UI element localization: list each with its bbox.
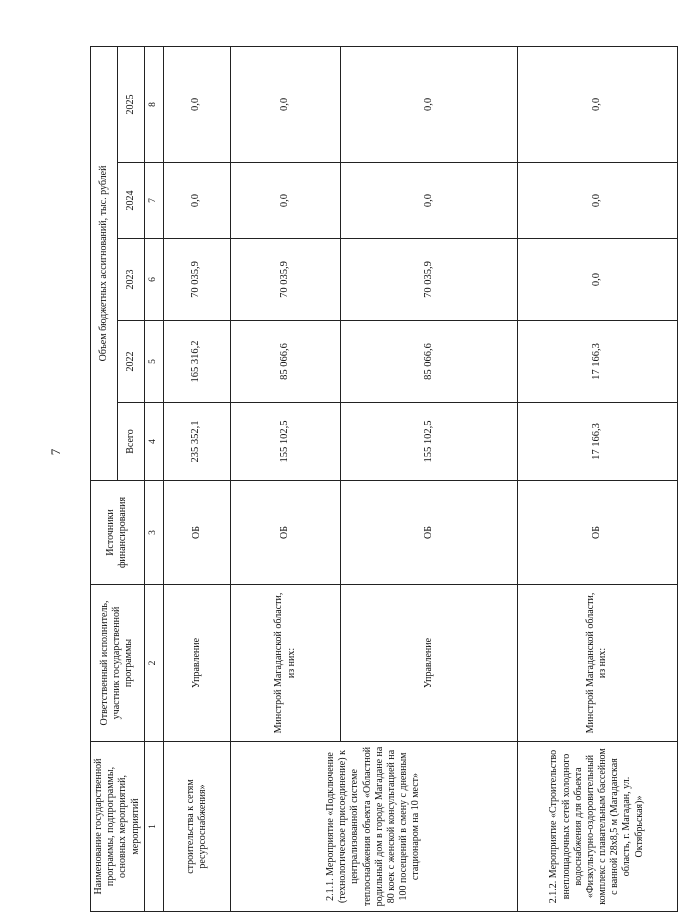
row-2022: 85 066,6	[230, 321, 340, 403]
header-source: Источники финансирования	[91, 481, 145, 585]
row-executor: Управление	[341, 585, 517, 742]
row-total: 155 102,5	[230, 403, 340, 481]
row-name: 2.1.2. Мероприятие «Строительство внеплощадочных сетей холодного водоснабжения для объекта «Физкультурно-оздоровительный комплекс с плавательным бассейном с ванной 28х8,5 м (Магаданская область, г. Магадан, ул. Октябрьская)»	[517, 742, 677, 912]
row-2025: 0,0	[163, 46, 230, 162]
column-number: 8	[144, 46, 163, 162]
row-2023: 0,0	[517, 239, 677, 321]
header-row	[91, 46, 118, 911]
rotated-table-frame	[90, 47, 668, 912]
header-total: Всего	[117, 403, 144, 481]
row-2024: 0,0	[341, 163, 517, 239]
header-2025: 2025	[117, 46, 144, 162]
column-number: 1	[144, 742, 163, 912]
row-2022: 165 316,2	[163, 321, 230, 403]
column-number: 4	[144, 403, 163, 481]
row-2022: 17 166,3	[517, 321, 677, 403]
row-source: ОБ	[163, 481, 230, 585]
header-2023: 2023	[117, 239, 144, 321]
budget-table	[90, 46, 678, 912]
row-total: 17 166,3	[517, 403, 677, 481]
row-2023: 70 035,9	[163, 239, 230, 321]
row-source: ОБ	[230, 481, 340, 585]
row-total: 155 102,5	[341, 403, 517, 481]
row-2025: 0,0	[230, 46, 340, 162]
column-number-row	[144, 46, 163, 911]
row-executor: Управление	[163, 585, 230, 742]
table-row	[163, 46, 230, 911]
row-2024: 0,0	[230, 163, 340, 239]
row-total: 235 352,1	[163, 403, 230, 481]
landscape-sheet	[90, 47, 668, 912]
row-2022: 85 066,6	[341, 321, 517, 403]
row-name: строительства к сетям ресурсоснабжения»	[163, 742, 230, 912]
row-2023: 70 035,9	[341, 239, 517, 321]
header-name: Наименование государственной программы, подпрограммы, основных мероприятий, мероприятий	[91, 742, 145, 912]
header-2022: 2022	[117, 321, 144, 403]
header-executor: Ответственный исполнитель, участник государственной программы	[91, 585, 145, 742]
column-number: 3	[144, 481, 163, 585]
column-number: 6	[144, 239, 163, 321]
row-2025: 0,0	[517, 46, 677, 162]
row-name: 2.1.1. Мероприятие «Подключение (технологическое присоединение) к централизованной системе теплоснабжения объекта «Областной родильный дом в городе Магадане на 80 коек с женской консультацией на 100 посещений в смену с дневным стационаром на 10 мест»	[230, 742, 517, 912]
column-number: 7	[144, 163, 163, 239]
column-number: 5	[144, 321, 163, 403]
row-2024: 0,0	[163, 163, 230, 239]
column-number: 2	[144, 585, 163, 742]
row-executor: Минстрой Магаданской области, из них:	[230, 585, 340, 742]
page-number: 7	[48, 448, 63, 456]
header-budget-group: Объем бюджетных ассигнований, тыс. рублей	[91, 46, 118, 480]
row-2023: 70 035,9	[230, 239, 340, 321]
header-2024: 2024	[117, 163, 144, 239]
row-2024: 0,0	[517, 163, 677, 239]
row-executor: Минстрой Магаданской области, из них:	[517, 585, 677, 742]
table-row	[517, 46, 677, 911]
row-2025: 0,0	[341, 46, 517, 162]
row-source: ОБ	[341, 481, 517, 585]
table-row	[230, 46, 340, 911]
row-source: ОБ	[517, 481, 677, 585]
